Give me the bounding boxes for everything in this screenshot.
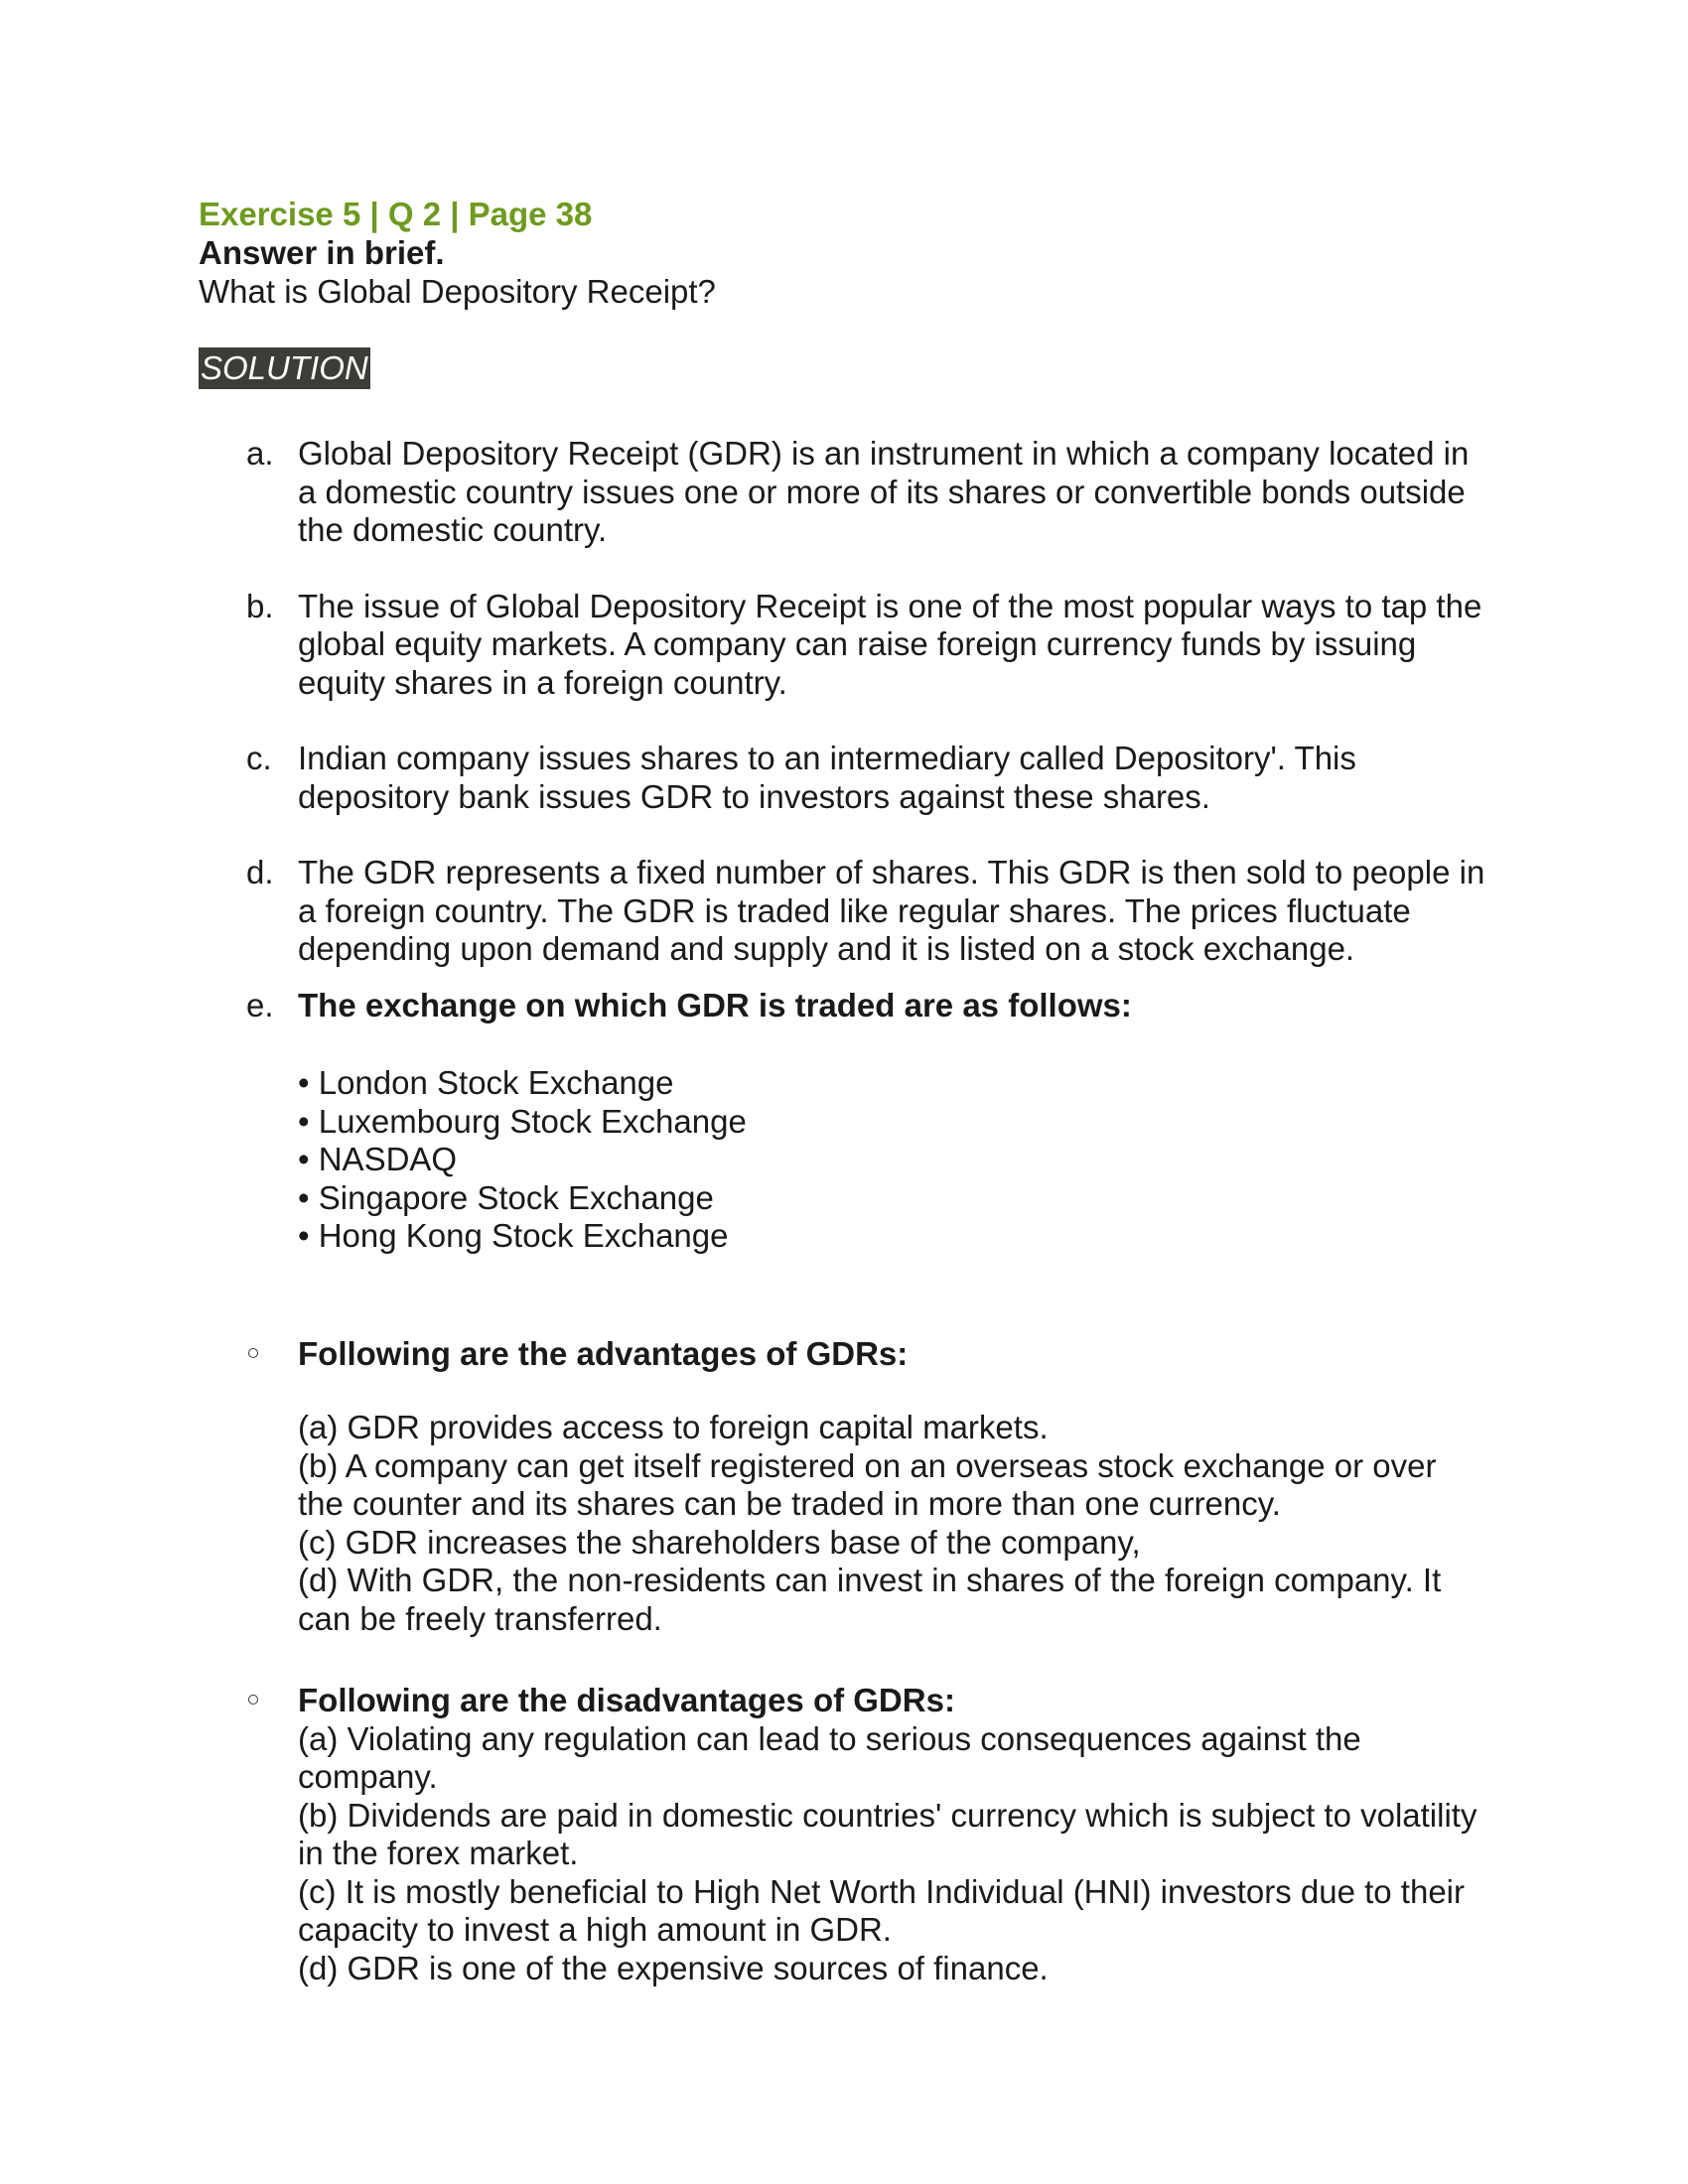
- instruction-heading: Answer in brief.: [199, 234, 445, 271]
- solution-badge: SOLUTION: [199, 347, 370, 389]
- advantages-list: [298, 1409, 1489, 1638]
- question-text: What is Global Depository Receipt?: [199, 273, 716, 310]
- list-item: (a) Violating any regulation can lead to serious consequences against the company.: [298, 1719, 1361, 1795]
- answer-item-e: [199, 987, 1489, 1025]
- list-item: • Luxembourg Stock Exchange: [298, 1102, 747, 1140]
- answer-marker: c.: [246, 740, 272, 776]
- circle-bullet-icon: [248, 1348, 258, 1358]
- document-page: [199, 195, 1489, 1987]
- answer-text: The exchange on which GDR is traded are as follows:: [298, 986, 1132, 1024]
- disadvantages-section: [199, 1682, 1489, 1987]
- list-item: (c) It is mostly beneficial to High Net Worth Individual (HNI) investors due to their capacity to invest a high amount in GDR.: [298, 1872, 1465, 1948]
- list-item: • NASDAQ: [298, 1141, 458, 1177]
- answer-item-b: [199, 588, 1489, 703]
- list-item: • London Stock Exchange: [298, 1064, 674, 1101]
- answer-marker: d.: [246, 854, 274, 890]
- advantages-section: [199, 1335, 1489, 1639]
- answer-item-d: [199, 854, 1489, 969]
- answer-text: The issue of Global Depository Receipt is one of the most popular ways to tap the global equity markets. A company can raise foreign currency funds by issuing equity shares in a foreign country.: [298, 587, 1482, 701]
- list-item: (d) GDR is one of the expensive sources of finance.: [298, 1949, 1049, 1986]
- answer-text: The GDR represents a fixed number of shares. This GDR is then sold to people in a foreign country. The GDR is traded like regular shares. The prices fluctuate depending upon demand and supply and it is listed on a stock exchange.: [298, 854, 1485, 967]
- list-item: (b) A company can get itself registered on an overseas stock exchange or over the counter and its shares can be traded in more than one currency.: [298, 1446, 1437, 1522]
- answer-marker: a.: [246, 435, 274, 472]
- answer-text: Global Depository Receipt (GDR) is an instrument in which a company located in a domestic country issues one or more of its shares or convertible bonds outside the domestic country.: [298, 435, 1470, 548]
- list-item: (c) GDR increases the shareholders base of the company,: [298, 1523, 1141, 1561]
- list-item: (b) Dividends are paid in domestic countries' currency which is subject to volatility in the forex market.: [298, 1796, 1477, 1871]
- disadvantages-heading: Following are the disadvantages of GDRs:: [298, 1682, 955, 1718]
- list-item: • Hong Kong Stock Exchange: [298, 1217, 729, 1254]
- answer-marker: b.: [246, 587, 274, 624]
- answer-list: [199, 435, 1489, 1024]
- answer-item-c: [199, 740, 1489, 816]
- answer-text: Indian company issues shares to an intermediary called Depository'. This depository bank issues GDR to investors against these shares.: [298, 740, 1356, 815]
- answer-item-a: [199, 435, 1489, 550]
- list-item: • Singapore Stock Exchange: [298, 1178, 714, 1216]
- circle-bullet-icon: [248, 1695, 258, 1705]
- disadvantages-list: [298, 1720, 1489, 1988]
- exchange-list: [298, 1064, 1489, 1256]
- answer-marker: e.: [246, 986, 274, 1024]
- list-item: (a) GDR provides access to foreign capital markets.: [298, 1409, 1049, 1445]
- list-item: (d) With GDR, the non-residents can invest in shares of the foreign company. It can be freely transferred.: [298, 1562, 1442, 1637]
- exercise-reference: Exercise 5 | Q 2 | Page 38: [199, 196, 593, 232]
- advantages-heading: Following are the advantages of GDRs:: [298, 1334, 909, 1372]
